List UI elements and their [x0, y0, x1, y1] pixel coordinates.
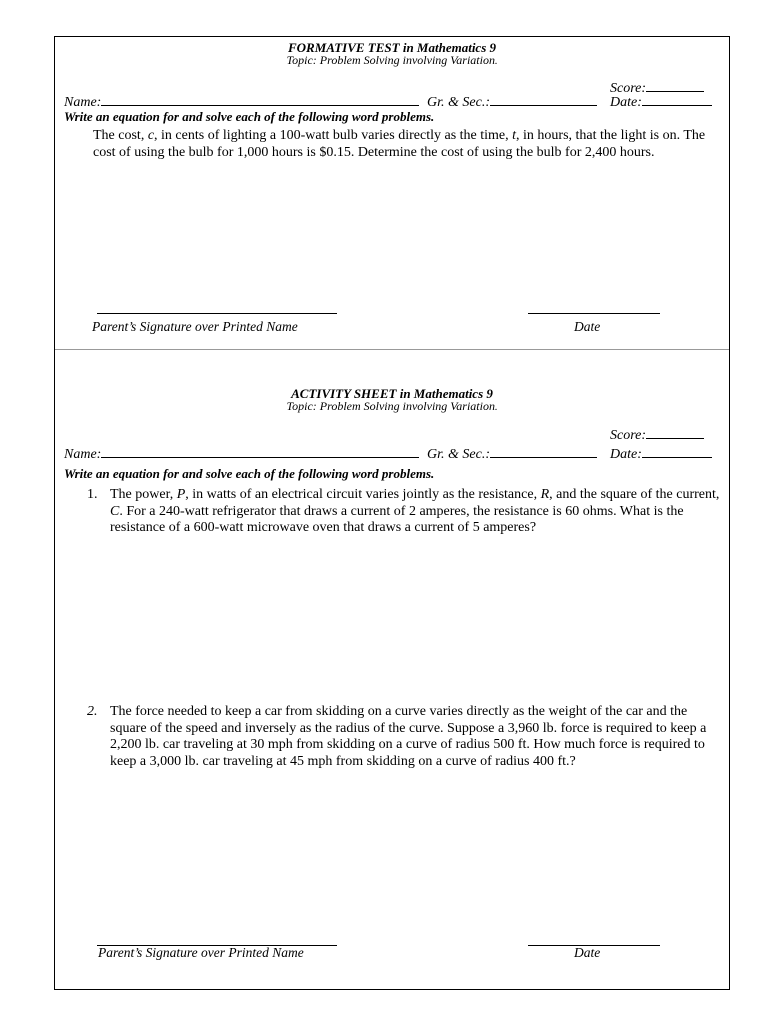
- activity-name-label: Name:: [64, 447, 102, 462]
- activity-parent-signature-caption: Parent’s Signature over Printed Name: [98, 945, 304, 960]
- formative-parent-signature-caption: Parent’s Signature over Printed Name: [92, 319, 298, 334]
- formative-problem: [93, 128, 723, 161]
- problem-2-number: 2.: [87, 704, 98, 719]
- activity-score-label: Score:: [610, 428, 647, 443]
- text-run: . For a 240-watt refrigerator that draws a current of 2 amperes, the resistance is 60 ohms. What is the resistance of a 600-watt microwave oven that draws a current of 5 amperes?: [110, 503, 684, 535]
- activity-grsec-blank[interactable]: [490, 445, 597, 458]
- formative-grsec-field: [427, 93, 597, 111]
- activity-date-blank[interactable]: [642, 445, 712, 458]
- activity-score-field: [610, 426, 704, 444]
- activity-date-caption: Date: [574, 945, 601, 960]
- activity-topic-text: Topic: Problem Solving involving Variation: [286, 399, 495, 413]
- activity-title: ACTIVITY SHEET in Mathematics 9: [291, 386, 493, 401]
- formative-topic: [55, 53, 729, 68]
- formative-signature-line[interactable]: [97, 313, 337, 314]
- formative-score-label: Score:: [610, 81, 647, 96]
- formative-date-label: Date:: [610, 95, 642, 110]
- activity-score-blank[interactable]: [646, 426, 704, 439]
- text-run: , in hours, that the light is on. The cost of using the bulb for 1,000 hours is $0.15. Determine the cost of using the bulb for 2,400 hours.: [93, 128, 706, 160]
- formative-name-label: Name:: [64, 95, 102, 110]
- activity-grsec-label: Gr. & Sec.:: [427, 447, 490, 462]
- activity-topic: [55, 399, 729, 414]
- variable-symbol: C: [110, 503, 120, 519]
- formative-score-blank[interactable]: [646, 79, 704, 92]
- activity-instructions: Write an equation for and solve each of the following word problems.: [64, 466, 435, 481]
- formative-grsec-label: Gr. & Sec.:: [427, 95, 490, 110]
- problem-1-text: [110, 487, 720, 537]
- activity-grsec-field: [427, 445, 597, 463]
- problem-1-number: 1.: [87, 487, 98, 502]
- formative-date-caption: Date: [574, 319, 601, 334]
- formative-grsec-blank[interactable]: [490, 93, 597, 106]
- formative-topic-text: Topic: Problem Solving involving Variation: [286, 53, 495, 67]
- variable-symbol: c: [147, 128, 155, 143]
- worksheet-page: [54, 36, 730, 990]
- text-run: , in cents of lighting a 100-watt bulb varies directly as the time,: [154, 128, 513, 143]
- formative-date-blank[interactable]: [642, 93, 712, 106]
- formative-topic-end: .: [494, 56, 498, 67]
- text-run: The force needed to keep a car from skidding on a curve varies directly as the weight of the car and the square of the speed and inversely as the radius of the curve. Suppose a 3,960 lb. force is required to keep a 2,200 lb. car traveling at 30 mph from skidding on a curve of radius 500 ft. How much force is required to keep a 3,000 lb. car traveling at 45 mph from skidding on a curve of radius 400 ft.?: [110, 704, 707, 769]
- activity-name-blank[interactable]: [101, 445, 419, 458]
- text-run: The power,: [110, 487, 177, 502]
- variable-symbol: P: [176, 487, 186, 502]
- text-run: , and the square of the current,: [549, 487, 720, 502]
- text-run: , in watts of an electrical circuit varies jointly as the resistance,: [185, 487, 541, 502]
- formative-date-field: [610, 93, 712, 111]
- activity-date-label: Date:: [610, 447, 642, 462]
- formative-title: FORMATIVE TEST in Mathematics 9: [287, 40, 497, 55]
- activity-date-field: [610, 445, 712, 463]
- activity-topic-end: .: [494, 402, 498, 413]
- formative-date-line[interactable]: [528, 313, 660, 314]
- section-divider: [55, 349, 729, 350]
- problem-2-text: [110, 704, 720, 770]
- text-run: The cost,: [93, 128, 148, 143]
- formative-instructions: Write an equation for and solve each of the following word problems.: [64, 109, 435, 124]
- activity-name-field: [64, 445, 419, 463]
- variable-symbol: R: [540, 487, 550, 502]
- formative-name-blank[interactable]: [101, 93, 419, 106]
- variable-symbol: t: [512, 128, 517, 143]
